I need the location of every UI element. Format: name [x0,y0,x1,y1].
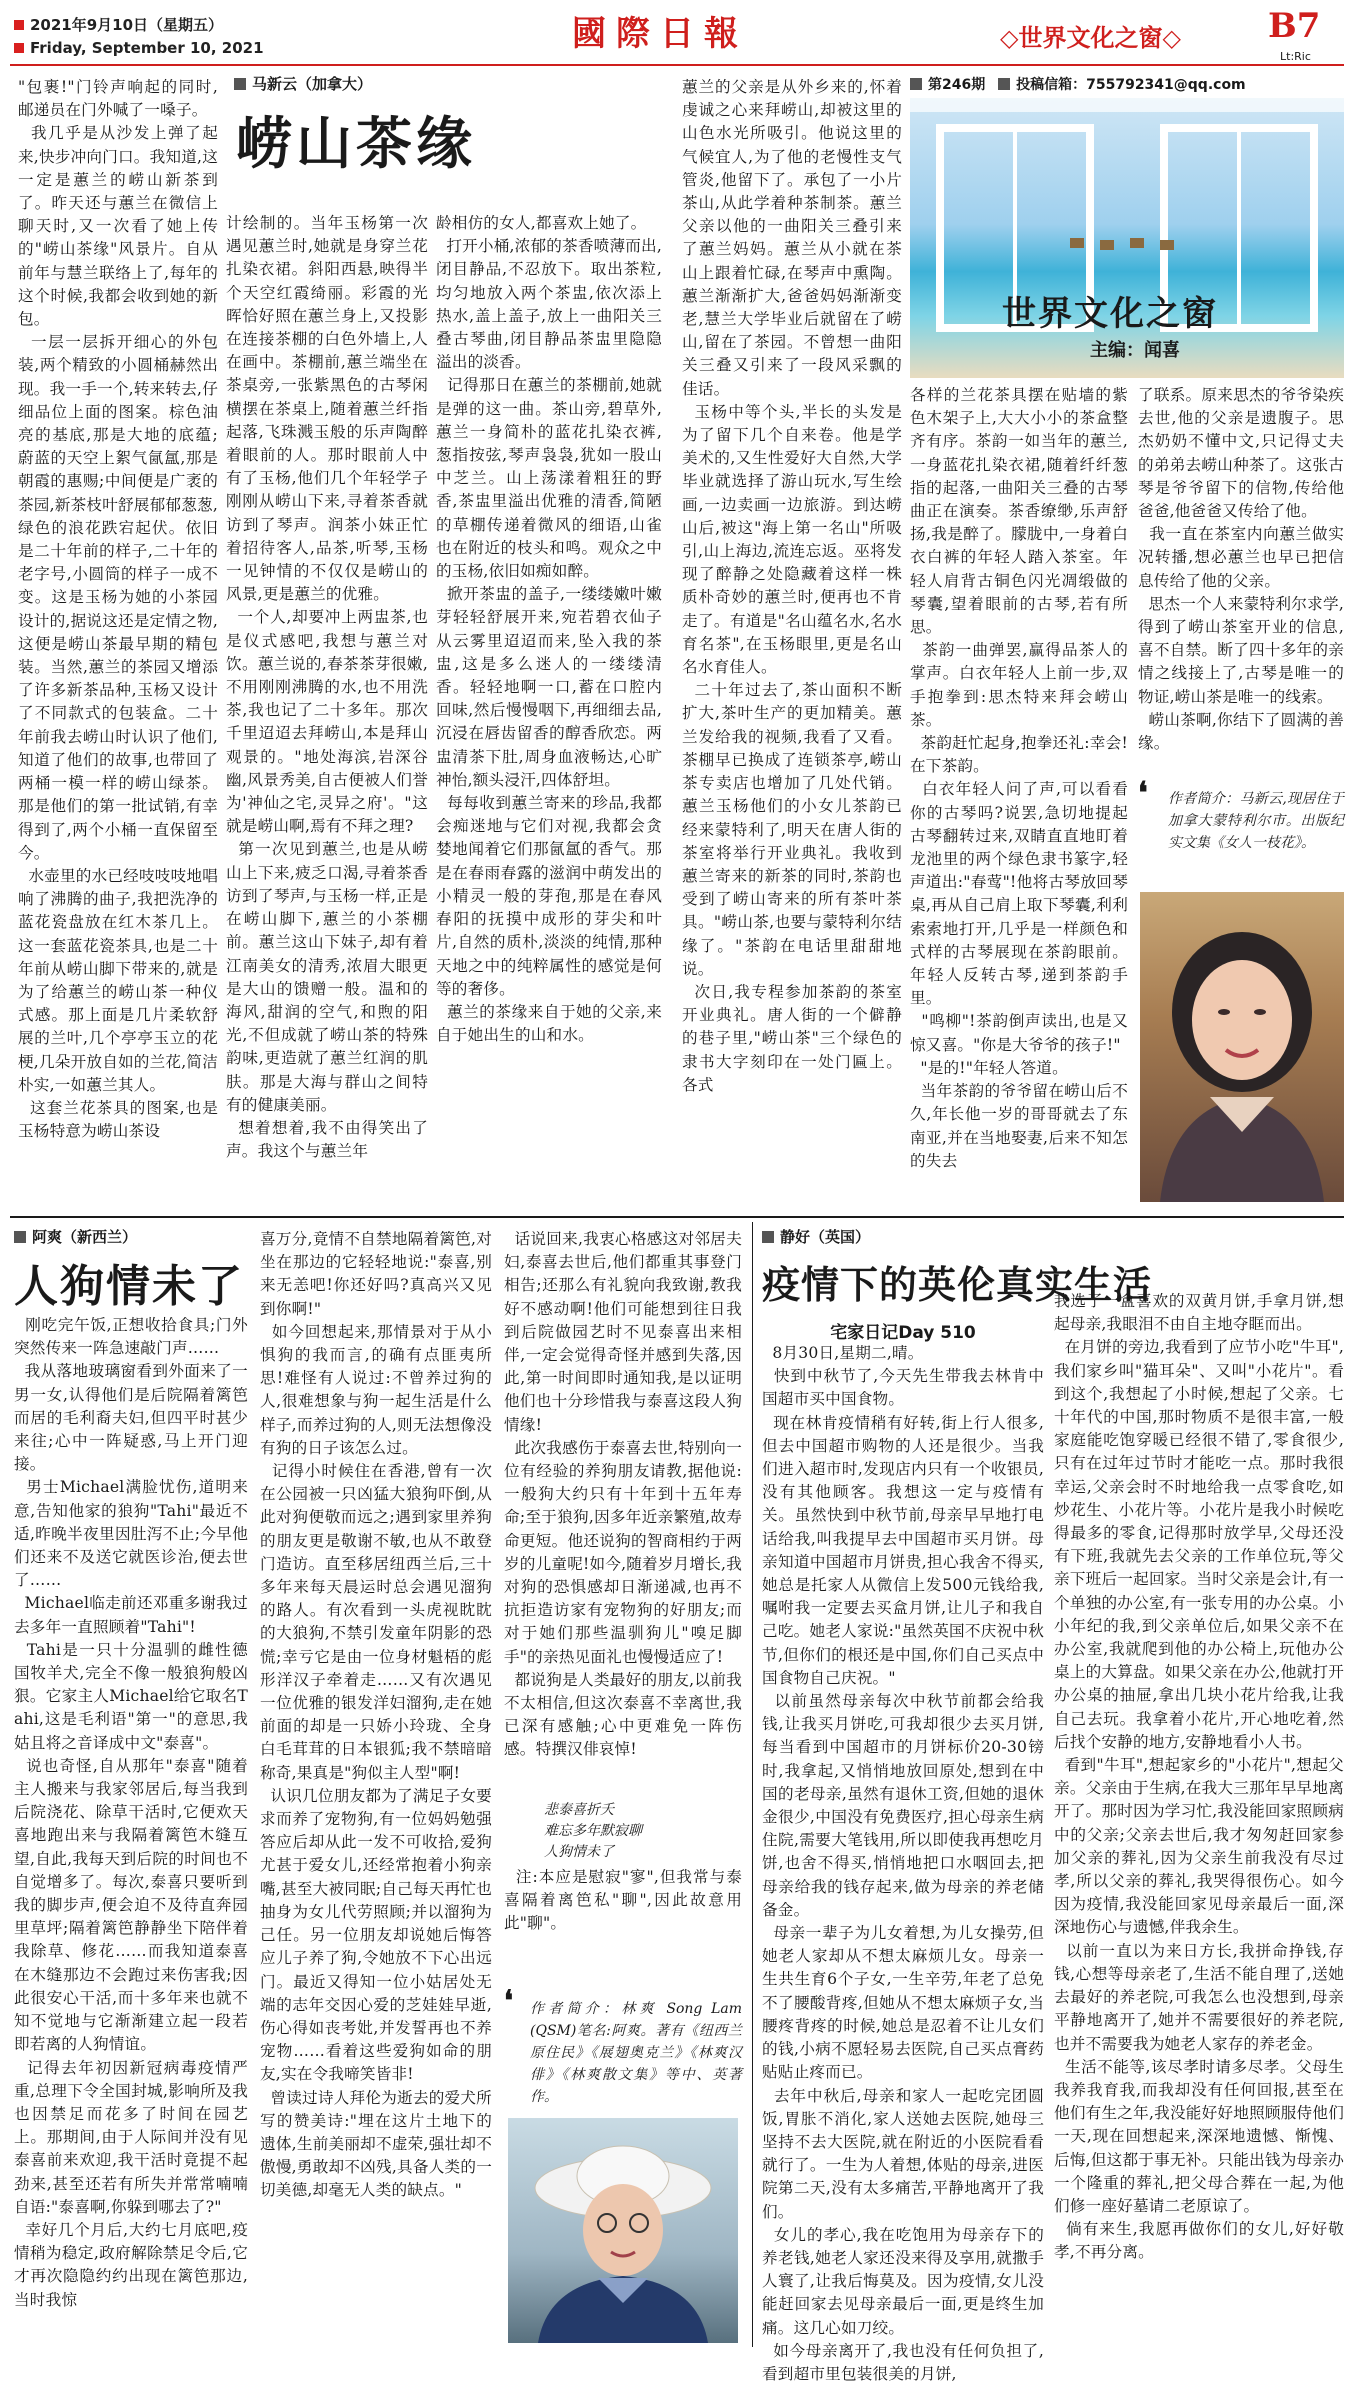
article3-column-1: 8月30日,星期二,晴。 快到中秋节了,今天先生带我去林肯中国超市买中国食物。 现在林肯疫情稍有好转,街上行人很多,但去中国超市购物的人还是很少。当我们进入超市时,发现店内只有一个收银员,没有其他顾客。我想这一定与疫情有关。虽然快到中秋节前,母亲早早地打电话给我,叫我提早去中国超市买月饼。母亲知道中国超市月饼贵,担心我舍不得买,她总是托家人从微信上发500元钱给我,嘱咐我一定要去买盒月饼,让儿子和我自己吃。她老人家说:"虽然英国不庆祝中秋节,但你们的根还是中国,你们自己买点中国食物自己庆祝。" 以前虽然母亲每次中秋节前都会给我钱,让我买月饼吃,可我却很少去买月饼,每当看到中国超市的月饼标价20-30镑时,我拿起,又悄悄地放回原处,想到在中国的老母亲,虽然有退休工资,但她的退休金很少,中国没有免费医疗,担心母亲生病住院,需要大笔钱用,所以即使我再想吃月饼,也舍不得买,悄悄地把口水咽回去,把母亲给我的钱存起来,做为母亲的养老储备金。 母亲一辈子为儿女着想,为儿女操劳,但她老人家却从不想太麻烦儿女。母亲一生共生育6个子女,一生辛劳,年老了总免不了腰酸背疼,但她从不想太麻烦子女,当腰疼背疼的时候,她总是忍着不让儿女们的钱,小病不愿轻易去医院,自己买点膏药贴贴止疼而已。 去年中秋后,母亲和家人一起吃完团圆饭,胃胀不消化,家人送她去医院,她母三坚持不去大医院,就在附近的小医院看看就行了。一生为人着想,体贴的母亲,进医院第二天,没有太多痛苦,平静地离开了我们。 女儿的孝心,我在吃饱用为母亲存下的养老钱,她老人家还没来得及享用,就撒手人寰了,让我后悔莫及。因为疫情,女儿没能赶回家去见母亲最后一面,更是终生加痛。这几心如刀绞。 如今母亲离开了,我也没有任何负担了,看到超市里包装很美的月饼, [762,1344,1044,2383]
article1-title: 崂山茶缘 [236,112,476,177]
banner-editor: 主编：闻喜 [1090,340,1180,361]
article2-author-note: 作者简介：林爽 Song Lam (QSM)笔名:阿爽。著有《纽西兰原住民》《展翅奥克兰》《林爽汉俳》《林爽散文集》等中、英著作。 [530,2001,742,2105]
article2-column-2: 喜万分,竟情不自禁地隔着篱笆,对坐在那边的它轻轻地说:"泰喜,别来无恙吧!你还好吗?真高兴又见到你啊!" 如今回想起来,那情景对于从小惧狗的我而言,的确有点匪夷所思!难怪有人说过:不曾养过狗的人,很难想象与狗一起生活是什么样子,而养过狗的人,则无法想像没有狗的日子该怎么过。 记得小时候住在香港,曾有一次在公园被一只凶猛大狼狗吓倒,从此对狗便敬而远之;遇到家里养狗的朋友更是敬谢不敏,也从不敢登门造访。直至移居纽西兰后,三十多年来每天晨运时总会遇见溜狗的路人。有次看到一头虎视眈眈的大狼狗,不禁引发童年阴影的恐慌;幸亏它是由一位身材魁梧的彪形洋汉子牵着走……又有次遇见一位优雅的银发洋妇溜狗,走在她前面的却是一只娇小玲珑、全身白毛茸茸的日本银狐;我不禁暗暗称奇,果真是"狗似主人型"啊! 认识几位朋友都为了满足子女要求而养了宠物狗,有一位妈妈勉强答应后却从此一发不可收拾,爱狗尤甚于爱女儿,还经常抱着小狗亲嘴,甚至大被同眠;自己每天再忙也抽身为女儿代劳照顾;并以溜狗为己任。另一位朋友却说她后悔答应儿子养了狗,令她放不下心出远门。最近又得知一位小姑居处无端的志年交因心爱的芝娃娃早逝,伤心得如丧考妣,并发誓再也不养宠物……看着这些爱狗如命的朋友,实在令我啼笑皆非! 曾读过诗人拜伦为逝去的爱犬所写的赞美诗:"埋在这片土地下的遗体,生前美丽却不虚荣,强壮却不傲慢,勇敢却不凶残,具备人类的一切美德,却毫无人类的缺点。" [260,1230,492,2200]
article2-poem: 悲泰喜折夭 难忘多年默寂聊 人狗情未了 [544,1802,642,1860]
article2-column-1: 刚吃完午饭,正想收拾食具;门外突然传来一阵急速敲门声…… 我从落地玻璃窗看到外面来了一男一女,认得他们是后院隔着篱笆而居的毛利裔夫妇,但四平时甚少来往;心中一阵疑惑,马上开门迎接。 男士Michael满脸忧伤,道明来意,告知他家的狼狗"Tahi"最近不适,昨晚半夜里因肚泻不止;今早他们还来不及送它就医诊治,便去世了…… Michael临走前还邓重多谢我过去多年一直照顾着"Tahi"! Tahi是一只十分温驯的雌性德国牧羊犬,完全不像一般狼狗般凶狠。它家主人Michael给它取名Tahi,这是毛利语"第一"的意思,我姑且将之音译成中文"泰喜"。 说也奇怪,自从那年"泰喜"随着主人搬来与我家邻居后,每当我到后院浇花、除草干活时,它便欢天喜地跑出来与我隔着篱笆木缝互望,自此,我每天到后院的时间也不自觉增多了。每次,泰喜只要听到我的脚步声,便会迫不及待直奔园里草坪;隔着篱笆静静坐下陪伴着我除草、修花……而我知道泰喜在木缝那边不会跑过来伤害我;因此很安心干活,而十多年来也就不知不觉地与它渐渐建立起一段若即若离的人狗情谊。 记得去年初因新冠病毒疫情严重,总理下令全国封城,影响所及我也因禁足而花多了时间在园艺上。那期间,由于人际间并没有见泰喜前来欢迎,我干活时竟提不起劲来,甚至还若有所失并常常喃喃自语:"泰喜啊,你躲到哪去了?" 幸好几个月后,大约七月底吧,疫情稍为稳定,政府解除禁足令后,它才再次隐隐约约出现在篱笆那边,当时我惊 [14,1316,248,2309]
article1-byline: 马新云（加拿大） [234,73,372,94]
article1-column-3: 龄相仿的女人,都喜欢上她了。 打开小桶,浓郁的茶香喷薄而出,闭目静品,不忍放下。取出茶粒,均匀地放入两个茶盅,依次添上热水,盖上盖子,放上一曲阳关三叠古琴曲,闭目静品茶盅里隐隐溢出的淡香。 记得那日在蕙兰的茶棚前,她就是弹的这一曲。茶山旁,碧草外,蕙兰一身简朴的蓝花扎染衣裤,葱指按弦,琴声袅袅,犹如一股山中芝兰。山上荡漾着粗狂的野香,茶盅里溢出优雅的清香,简陋的草棚传递着微风的细语,山雀也在附近的枝头和鸣。观众之中的玉杨,依旧如痴如醉。 掀开茶盅的盖子,一缕缕嫩叶嫩芽轻轻舒展开来,宛若碧衣仙子从云雾里迢迢而来,坠入我的茶盅,这是多么迷人的一缕缕清香。轻轻地啊一口,蓄在口腔内回味,然后慢慢咽下,再细细去品,沉浸在唇齿留香的醇香欣恋。两盅清茶下肚,周身血液畅达,心旷神怡,额头浸汗,四体舒坦。 每每收到蕙兰寄来的珍品,我都会痴迷地与它们对视,我都会贪婪地闻着它们那氤氲的香气。那是在春雨春露的滋润中萌发出的小精灵一般的芽孢,那是在春风春阳的抚摸中成形的芽尖和叶片,自然的质朴,淡淡的纯情,那种天地之中的纯粹属性的感觉是何等的奢侈。 蕙兰的茶缘来自于她的父亲,来自于她出生的山和水。 [436,214,662,1045]
article2-byline: 阿爽（新西兰） [14,1226,137,1247]
date-cn: 2021年9月10日（星期五） [14,14,223,35]
header-square-icon [14,20,24,30]
portrait-figure-icon [508,2118,738,2343]
banner-image [910,98,1344,378]
author-portrait-masinyun [1140,892,1344,1202]
article1-column-2: 计绘制的。当年玉杨第一次遇见蕙兰时,她就是身穿兰花扎染衣裙。斜阳西悬,映得半个天空红霞绮丽。彩霞的光晖恰好照在蕙兰身上,又投影在连接茶棚的白色外墙上,人在画中。茶棚前,蕙兰端坐在茶桌旁,一张紫黑色的古琴闲横摆在茶桌上,随着蕙兰纤指起落,飞珠溅玉般的乐声陶醉着眼前的人。那时眼前人中有了玉杨,他们几个年轻学子刚刚从崂山下来,寻着茶香就访到了琴声。润茶小妹正忙着招待客人,品茶,听琴,玉杨一见钟情的不仅仅是崂山的风景,更是蕙兰的优雅。 一个人,却要冲上两盅茶,也是仪式感吧,我想与蕙兰对饮。蕙兰说的,春茶茶芽很嫩,不用刚刚沸腾的水,也不用洗茶,我也记了二十多年。那次千里迢迢去拜崂山,本是拜山观景的。"地处海滨,岩深谷幽,风景秀美,自古便被人们誉为'神仙之宅,灵异之府'。"这就是崂山啊,焉有不拜之理? 第一次见到蕙兰,也是从崂山上下来,疲乏口渴,寻着茶香访到了琴声,与玉杨一样,正是在崂山脚下,蕙兰的小茶棚前。蕙兰这山下妹子,却有着江南美女的清秀,浓眉大眼更是大山的馈赠一般。温和的海风,甜润的空气,和煦的阳光,不但成就了崂山茶的特殊韵味,更造就了蕙兰红润的肌肤。那是大海与群山之间特有的健康美丽。 想着想着,我不由得笑出了声。我这个与蕙兰年 [226,214,428,1161]
byline-square-icon [762,1231,774,1243]
byline-square-icon [998,78,1010,90]
portrait-figure-icon [1140,892,1344,1202]
date-en: Friday, September 10, 2021 [14,39,264,57]
article3-column-2: 我选了一盒喜欢的双黄月饼,手拿月饼,想起母亲,我眼泪不由自主地夺眶而出。 在月饼的旁边,我看到了应节小吃"牛耳",我们家乡叫"猫耳朵"、又叫"小花片"。看到这个,我想起了小时候,想起了父亲。七十年代的中国,那时物质不是很丰富,一般家庭能吃饱穿暖已经很不错了,零食很少,只有在过年过节时才能吃一点。那时我很幸运,父亲会时不时地给我一点零食吃,如炒花生、小花片等。小花片是我小时候吃得最多的零食,记得那时放学早,父母还没有下班,我就先去父亲的工作单位玩,等父亲下班后一起回家。当时父亲是会计,有一个单独的办公室,有一张专用的办公桌。小小年纪的我,到父亲单位后,如果父亲不在办公室,我就爬到他的办公椅上,玩他办公桌上的大算盘。如果父亲在办公,他就打开办公桌的抽屉,拿出几块小花片给我,让我自己去玩。我拿着小花片,开心地吃着,然后找个安静的地方,安静地看小人书。 看到"牛耳",想起家乡的"小花片",想起父亲。父亲由于生病,在我大三那年早早地离开了。那时因为学习忙,我没能回家照顾病中的父亲;父亲去世后,我才匆匆赶回家参加父亲的葬礼,因为父亲生前我没有尽过孝,所以父亲的葬礼,我哭得很伤心。如今因为疫情,我没能回家见母亲最后一面,深深地伤心与遗憾,伴我余生。 以前一直以为来日方长,我拼命挣钱,存钱,心想等母亲老了,生活不能自理了,送她去最好的养老院,可我怎么也没想到,母亲平静地离开了,她并不需要很好的养老院,也并不需要我为她老人家存的养老金。 生活不能等,该尽孝时请多尽孝。父母生我养我育我,而我却没有任何回报,甚至在他们有生之年,我没能好好地照顾服侍他们一天,现在回想起来,深深地遗憾、惭愧、后悔,但这都于事无补。只能出钱为母亲办一个隆重的葬礼,把父母合葬在一起,为他们修一座好墓请二老原谅了。 倘有来生,我愿再做你们的女儿,好好敬孝,不再分离。 [1054,1292,1344,2262]
section-name: ◇世界文化之窗◇ [1000,24,1181,52]
article1-column-6: 了联系。原来思杰的爷爷染疾去世,他的父亲是遗腹子。思杰奶奶不懂中文,只记得丈夫的弟弟去崂山种茶了。这张古琴是爷爷留下的信物,传给他爸爸,他爸爸又传给了他。 我一直在茶室内向蕙兰做实况转播,想必蕙兰也早已把信息传给了他的父亲。 思杰一个人来蒙特利尔求学,得到了崂山茶室开业的信息,喜不自禁。断了四十多年的亲情之线接上了,古琴是唯一的物证,崂山茶是唯一的线索。 崂山茶啊,你结下了圆满的善缘。 [1138,386,1344,753]
masthead: 國際日報 [572,14,748,54]
column-divider [752,1222,753,2347]
quote-mark-icon: ❛ [1138,776,1148,811]
header-rule [10,64,1344,66]
article3-title: 疫情下的英伦真实生活 [762,1263,1153,1307]
article1-column-5: 各样的兰花茶具摆在贴墙的紫色木架子上,大大小小的茶盒整齐有序。茶韵一如当年的蕙兰,一身蓝花扎染衣裙,随着纤纤葱指的起落,一曲阳关三叠的古琴曲正在演奏。茶香缭缈,乐声舒扬,我是醉了。朦胧中,一身着白衣白裤的年轻人踏入茶室。年轻人肩背古铜色闪光凋缎做的琴囊,望着眼前的古琴,若有所思。 茶韵一曲弹罢,赢得品茶人的掌声。白衣年轻人上前一步,双手抱拳到:思杰特来拜会崂山茶。 茶韵赶忙起身,抱拳还礼:幸会!在下茶韵。 白衣年轻人问了声,可以看看你的古琴吗?说罢,急切地提起古琴翻转过来,双睛直直地盯着龙池里的两个绿色隶书篆字,轻声道出:"春莺"!他将古琴放回琴桌,再从自己肩上取下琴囊,利利索索地打开,几乎是一样颜色和式样的古琴展现在茶韵眼前。年轻人反转古琴,递到茶韵手里。 "鸣柳"!茶韵倒声读出,也是又惊又喜。"你是大爷爷的孩子!" "是的!"年轻人答道。 当年茶韵的爷爷留在崂山后不久,年长他一岁的哥哥就去了东南亚,并在当地娶妻,后来不知怎的失去 [910,386,1128,1170]
byline-square-icon [910,78,922,90]
article1-author-note: 作者简介：马新云,现居住于加拿大蒙特利尔市。出版纪实文集《女人一枝花》。 [1168,791,1344,851]
article1-column-4: 蕙兰的父亲是从外乡来的,怀着虔诚之心来拜崂山,却被这里的山色水光所吸引。他说这里的气候宜人,为了他的老慢性支气管炎,他留下了。承包了一小片茶山,从此学着种茶制茶。蕙兰父亲以他的一曲阳关三叠引来了蕙兰妈妈。蕙兰从小就在茶山上跟着忙碌,在琴声中熏陶。蕙兰渐渐扩大,爸爸妈妈渐渐变老,慧兰大学毕业后就留在了崂山,留在了茶园。不曾想一曲阳关三叠又引来了一段风采飘的佳话。 玉杨中等个头,半长的头发是为了留下几个自来卷。他是学美术的,又生性爱好大自然,大学毕业就选择了游山玩水,写生绘画,一边卖画一边旅游。到达崂山后,被这"海上第一名山"所吸引,山上海边,流连忘返。巫将发现了醉静之处隐藏着这样一株质朴奇妙的蕙兰时,便再也不肯走了。有道是"名山蕴名水,名水育名茶",在玉杨眼里,更是名山名水育佳人。 二十年过去了,茶山面积不断扩大,茶叶生产的更加精美。蕙兰发给我的视频,我看了又看。茶棚早已换成了连锁茶亭,崂山茶专卖店也增加了几处代销。蕙兰玉杨他们的小女儿茶韵已经来蒙特利了,明天在唐人街的茶室将举行开业典礼。我收到蕙兰寄来的新茶的同时,茶韵也受到了崂山寄来的所有茶叶茶具。"崂山茶,也要与蒙特利尔结缘了。"茶韵在电话里甜甜地说。 次日,我专程参加茶韵的茶室开业典礼。唐人街的一个僻静的巷子里,"崂山茶"三个绿色的隶书大字刻印在一处门匾上。各式 [682,78,902,1094]
editor-code: Lt:Ric [1280,50,1311,63]
article2-column-3-text: 话说回来,我衷心格感这对邻居夫妇,泰喜去世后,他们都重其事登门相告;还那么有礼貌向我致谢,教我好不感动啊!他们可能想到往日我到后院做园艺时不见泰喜出来相伴,一定会觉得奇怪并感到失落,因此,第一时间即时通知我,是以证明他们也十分珍惜我与泰喜这段人狗情缘! 此次我感伤于泰喜去世,特别向一位有经验的养狗朋友请教,据他说:一般狗大约只有十年到十五年寿命;至于狼狗,因多年近亲繁殖,故寿命更短。他还说狗的智商相约于两岁的儿童呢!如今,随着岁月增长,我对狗的恐惧感却日渐递减,也再不抗拒造访家有宠物狗的好朋友;而对于她们那些温驯狗儿"嗅足脚手"的亲热见面礼也慢慢适应了! 都说狗是人类最好的朋友,以前我不太相信,但这次泰喜不幸离世,我已深有感触;心中更难免一阵伤感。特撰汉俳哀悼! [504,1230,742,1759]
quote-mark-icon: ❛ [504,1984,514,2017]
author-portrait-linshuang [508,2118,738,2343]
article2-note: 注:本应是慰寂"寥",但我常与泰喜隔着离笆私"聊",因此故意用此"聊"。 [504,1868,742,1933]
banner-issue-line: 第246期 投稿信箱：755792341@qq.com [910,74,1344,94]
banner-title: 世界文化之窗 [1002,294,1218,334]
byline-square-icon [14,1231,26,1243]
byline-square-icon [234,78,246,90]
article2-column-3 [504,1228,742,2347]
header-square-icon [14,43,24,53]
page-header [0,0,1354,70]
article3-byline: 静好（英国） [762,1226,870,1247]
article2-title: 人狗情未了 [14,1261,244,1312]
page-number: B7 [1268,6,1321,46]
article1-column-1: "包裹!"门铃声响起的同时,邮递员在门外喊了一嗓子。 我几乎是从沙发上弹了起来,快步冲向门口。我知道,这一定是蕙兰的崂山新茶到了。昨天还与蕙兰在微信上聊天时,又一次看了她上传的"崂山茶缘"风景片。自从前年与慧兰联络上了,每年的这个时候,我都会收到她的新包。 一层一层拆开细心的外包装,两个精致的小圆桶赫然出现。我一手一个,转来转去,仔细品位上面的图案。棕色油亮的基底,那是大地的底蕴;蔚蓝的天空上絮气氤氲,那是朝霞的惠赐;中间便是广袤的茶园,新茶枝叶舒展郁郁葱葱,绿色的浪花跌宕起伏。依旧是二十年前的样子,二十年的老字号,小圆筒的样子一成不变。这是玉杨为她的小茶园设计的,据说这还是定情之物,这便是崂山茶最早期的精包装。当然,蕙兰的茶园又增添了许多新茶品种,玉杨又设计了不同款式的包装盒。二十年前我去崂山时认识了他们,知道了他们的故事,也带回了两桶一模一样的崂山绿茶。那是他们的第一批试销,有幸得到了,两个小桶一直保留至今。 水壶里的水已经吱吱吱地唱响了沸腾的曲子,我把洗净的蓝花瓷盘放在红木茶几上。这一套蓝花瓷茶具,也是二十年前从崂山脚下带来的,就是为了给蕙兰的崂山茶一种仪式感。那上面是几片柔软舒展的兰叶,几个亭亭玉立的花梗,几朵开放自如的兰花,简洁朴实,一如蕙兰其人。 这套兰花茶具的图案,也是玉杨特意为崂山茶设 [18,78,218,1141]
article3-diary-title: 宅家日记Day 510 [830,1323,976,1343]
column-banner [910,72,1344,378]
article-divider [10,1216,1344,1218]
